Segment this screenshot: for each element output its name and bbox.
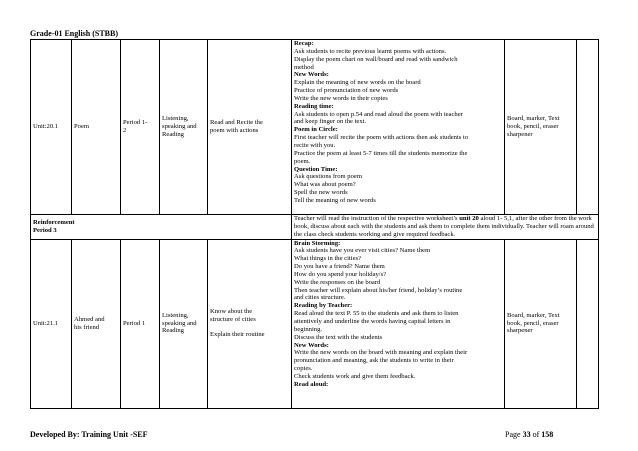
footer-page-number	[505, 430, 553, 439]
activity-line: Tell the meaning of new words	[294, 196, 376, 204]
activity-line: Discuss the text with the students	[294, 333, 383, 341]
activity-heading: Brain Storming:	[294, 239, 341, 247]
activity-line: Do you have a friend? Name them	[294, 263, 385, 271]
reinforcement-text	[292, 215, 599, 240]
objective-cell: Know about the structure of cities Explain their routine	[208, 239, 292, 408]
activity-line: beginning.	[294, 325, 323, 333]
activity-line: Write the new words in their copies	[294, 94, 388, 102]
empty-cell	[577, 239, 599, 408]
activity-line: Then teacher will explain about his/her friend, holiday’s routine	[294, 286, 463, 294]
skills-cell: Listening, speaking and Reading	[160, 40, 208, 215]
reinforcement-text-part: Teacher will read the instruction of the respective worksheet’s	[294, 215, 460, 222]
activity-line: poem.	[294, 157, 311, 165]
activity-heading: Recap:	[294, 40, 314, 47]
activity-line: Explain the meaning of new words on the board	[294, 79, 421, 87]
activity-heading: Read aloud:	[294, 380, 329, 388]
activities-cell	[292, 239, 505, 408]
activity-heading: Poem in Circle:	[294, 126, 338, 134]
activity-line: Ask students have you ever visit cities? Name them	[294, 247, 431, 255]
activity-line: Practice the poem at least 5-7 times till the students memorize the	[294, 149, 468, 157]
activity-line: Practice of pronunciation of new words	[294, 87, 399, 95]
activity-line: How do you spend your holiday/s?	[294, 270, 387, 278]
resources-cell: Board, marker, Text book, pencil, eraser sharpener	[505, 40, 577, 215]
page-current: 33	[522, 430, 531, 439]
activity-line: and cities structure.	[294, 294, 346, 302]
activity-line: recite with you.	[294, 141, 336, 149]
activity-line: Read aloud the text P. 55 to the students and ask them to listen	[294, 310, 459, 318]
activity-line: copies.	[294, 365, 313, 373]
activity-line: method	[294, 63, 314, 71]
activity-line: First teacher will recite the poem with actions then ask students to	[294, 134, 469, 142]
unit-cell: Unit:21.1	[31, 239, 72, 408]
table-row	[31, 239, 599, 408]
activity-line: attentively and underline the words having capital letters in	[294, 317, 451, 325]
activity-line: Spell the new words	[294, 189, 348, 197]
activities-cell	[292, 40, 505, 215]
activities-list	[294, 240, 502, 389]
activities-list	[294, 40, 502, 205]
reinforcement-label: Reinforcement Period 3	[31, 215, 292, 240]
topic-cell: Ahmed and his friend	[72, 239, 121, 408]
lesson-plan-table	[30, 39, 599, 409]
activity-line: Check students work and give them feedback.	[294, 372, 416, 380]
activity-line: Ask students to open p.54 and read aloud the poem with teacher	[294, 110, 463, 118]
table-row	[31, 40, 599, 215]
activity-heading: New Words:	[294, 71, 329, 79]
table-row	[31, 215, 599, 240]
activity-line: What was about poem?	[294, 181, 356, 189]
topic-cell: Poem	[72, 40, 121, 215]
footer-developed-by: Developed By: Training Unit -SEF	[30, 430, 148, 439]
activity-line: Display the poem chart on wall/board and read with sandwich	[294, 55, 458, 63]
reinforcement-unit-bold: unit 20	[459, 215, 479, 222]
page-of: of	[530, 430, 542, 439]
unit-cell: Unit:20.1	[31, 40, 72, 215]
page-header-title: Grade-01 English (STBB)	[30, 29, 119, 38]
page-total: 158	[541, 430, 554, 439]
period-cell: Period 1	[121, 239, 160, 408]
activity-line: Ask students to recite previous learnt poems with actions.	[294, 47, 447, 55]
activity-line: pronunciation and meaning, ask the students to write in their	[294, 357, 454, 365]
activity-heading: Reading time:	[294, 102, 334, 110]
activity-line: What things in the cities?	[294, 255, 362, 263]
activity-line: Ask questions from poem	[294, 173, 362, 181]
activity-line: Write the responses on the board	[294, 278, 381, 286]
activity-line: and keep finger on the text.	[294, 118, 367, 126]
page-prefix: Page	[505, 430, 523, 439]
activity-line: Write the new words on the board with meaning and explain their	[294, 349, 468, 357]
activity-heading: Reading by Teacher:	[294, 302, 353, 310]
skills-cell: Listening, speaking and Reading	[160, 239, 208, 408]
reinforcement-text-part: aloud 1- 5,1, after the other from the work book, discuss about each with the students and ask them to complete them individually. Teacher will roam around the class check students working and give required feedback.	[294, 215, 594, 238]
resources-cell: Board, marker, Text book, pencil, eraser sharpener	[505, 239, 577, 408]
objective-cell: Read and Recite the poem with actions	[208, 40, 292, 215]
activity-heading: New Words:	[294, 341, 329, 349]
period-cell: Period 1- 2	[121, 40, 160, 215]
activity-heading: Question Time:	[294, 165, 338, 173]
empty-cell	[577, 40, 599, 215]
